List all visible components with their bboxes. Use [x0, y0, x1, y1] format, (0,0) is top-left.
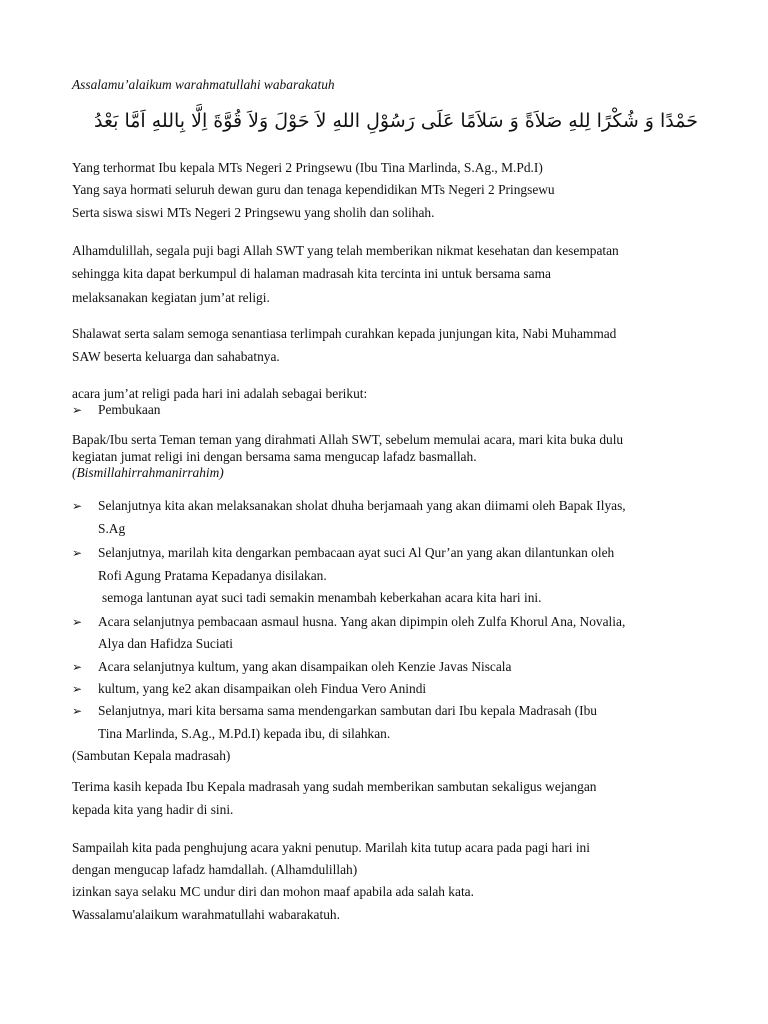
closing-paragraph-line: dengan mengucap lafadz hamdallah. (Alhamdulillah)	[72, 862, 358, 877]
opening-paragraph-line: melaksanakan kegiatan jum’at religi.	[72, 290, 270, 305]
thanks-paragraph-line: Terima kasih kepada Ibu Kepala madrasah yang sudah memberikan sambutan sekaligus wejangan	[72, 779, 597, 794]
thanks-paragraph-line: kepada kita yang hadir di sini.	[72, 802, 234, 817]
agenda-item-quran: Rofi Agung Pratama Kepadanya disilakan.	[98, 568, 327, 583]
basmallah-paragraph-line: Bapak/Ibu serta Teman teman yang dirahmati Allah SWT, sebelum memulai acara, mari kita buka dulu	[72, 432, 624, 447]
shalawat-paragraph-line: Shalawat serta salam semoga senantiasa terlimpah curahkan kepada junjungan kita, Nabi Muhammad	[72, 326, 617, 341]
sambutan-label: (Sambutan Kepala madrasah)	[72, 748, 231, 763]
arabic-opening: حَمْدًا وَ شُكْرًا لِلهِ صَلاَةً وَ سَلاَمًا عَلَى رَسُوْلِ اللهِ لاَ حَوْلَ وَلاَ قُوَّةَ اِلَّا بِاللهِ اَمَّا بَعْدُ	[93, 110, 698, 132]
agenda-item-sambutan: Selanjutnya, mari kita bersama sama mendengarkan sambutan dari Ibu kepala Madrasah (Ibu	[98, 703, 597, 718]
bullet-arrow-icon: ➢	[72, 704, 83, 718]
greeting: Assalamu’alaikum warahmatullahi wabarakatuh	[72, 77, 335, 92]
bullet-arrow-icon: ➢	[72, 660, 83, 674]
opening-paragraph-line: Alhamdulillah, segala puji bagi Allah SWT yang telah memberikan nikmat kesehatan dan kesempatan	[72, 243, 619, 258]
closing-paragraph-line: Wassalamu'alaikum warahmatullahi wabarakatuh.	[72, 907, 340, 922]
opening-paragraph-line: sehingga kita dapat berkumpul di halaman madrasah kita tercinta ini untuk bersama sama	[72, 266, 551, 281]
bullet-arrow-icon: ➢	[72, 546, 83, 560]
bullet-arrow-icon: ➢	[72, 403, 83, 417]
bullet-arrow-icon: ➢	[72, 615, 83, 629]
agenda-item-kultum-2: kultum, yang ke2 akan disampaikan oleh Findua Vero Anindi	[98, 681, 427, 696]
basmallah-italic: (Bismillahirrahmanirrahim)	[72, 465, 224, 480]
salutation-line: Serta siswa siswi MTs Negeri 2 Pringsewu yang sholih dan solihah.	[72, 205, 435, 220]
agenda-item-asmaul: Acara selanjutnya pembacaan asmaul husna. Yang akan dipimpin oleh Zulfa Khorul Ana, Novalia,	[98, 614, 626, 629]
agenda-item-kultum-1: Acara selanjutnya kultum, yang akan disampaikan oleh Kenzie Javas Niscala	[98, 659, 512, 674]
shalawat-paragraph-line: SAW beserta keluarga dan sahabatnya.	[72, 349, 280, 364]
agenda-item-sambutan: Tina Marlinda, S.Ag., M.Pd.I) kepada ibu, di silahkan.	[98, 726, 391, 741]
agenda-item-quran: Selanjutnya, marilah kita dengarkan pembacaan ayat suci Al Qur’an yang akan dilantunkan oleh	[98, 545, 615, 560]
closing-paragraph-line: Sampailah kita pada penghujung acara yakni penutup. Marilah kita tutup acara pada pagi hari ini	[72, 840, 590, 855]
quran-note: semoga lantunan ayat suci tadi semakin menambah keberkahan acara kita hari ini.	[102, 590, 542, 605]
agenda-item-dhuha: S.Ag	[98, 521, 126, 536]
bullet-arrow-icon: ➢	[72, 682, 83, 696]
agenda-item-dhuha: Selanjutnya kita akan melaksanakan sholat dhuha berjamaah yang akan diimami oleh Bapak Ilyas,	[98, 498, 626, 513]
closing-paragraph-line: izinkan saya selaku MC undur diri dan mohon maaf apabila ada salah kata.	[72, 884, 474, 899]
agenda-item-pembukaan: Pembukaan	[98, 402, 161, 417]
agenda-intro: acara jum’at religi pada hari ini adalah sebagai berikut:	[72, 386, 368, 401]
agenda-item-asmaul: Alya dan Hafidza Suciati	[98, 636, 233, 651]
salutation-line: Yang terhormat Ibu kepala MTs Negeri 2 Pringsewu (Ibu Tina Marlinda, S.Ag., M.Pd.I)	[72, 160, 543, 175]
basmallah-paragraph-line: kegiatan jumat religi ini dengan bersama sama mengucap lafadz basmallah.	[72, 449, 477, 464]
bullet-arrow-icon: ➢	[72, 499, 83, 513]
salutation-line: Yang saya hormati seluruh dewan guru dan tenaga kependidikan MTs Negeri 2 Pringsewu	[72, 182, 555, 197]
